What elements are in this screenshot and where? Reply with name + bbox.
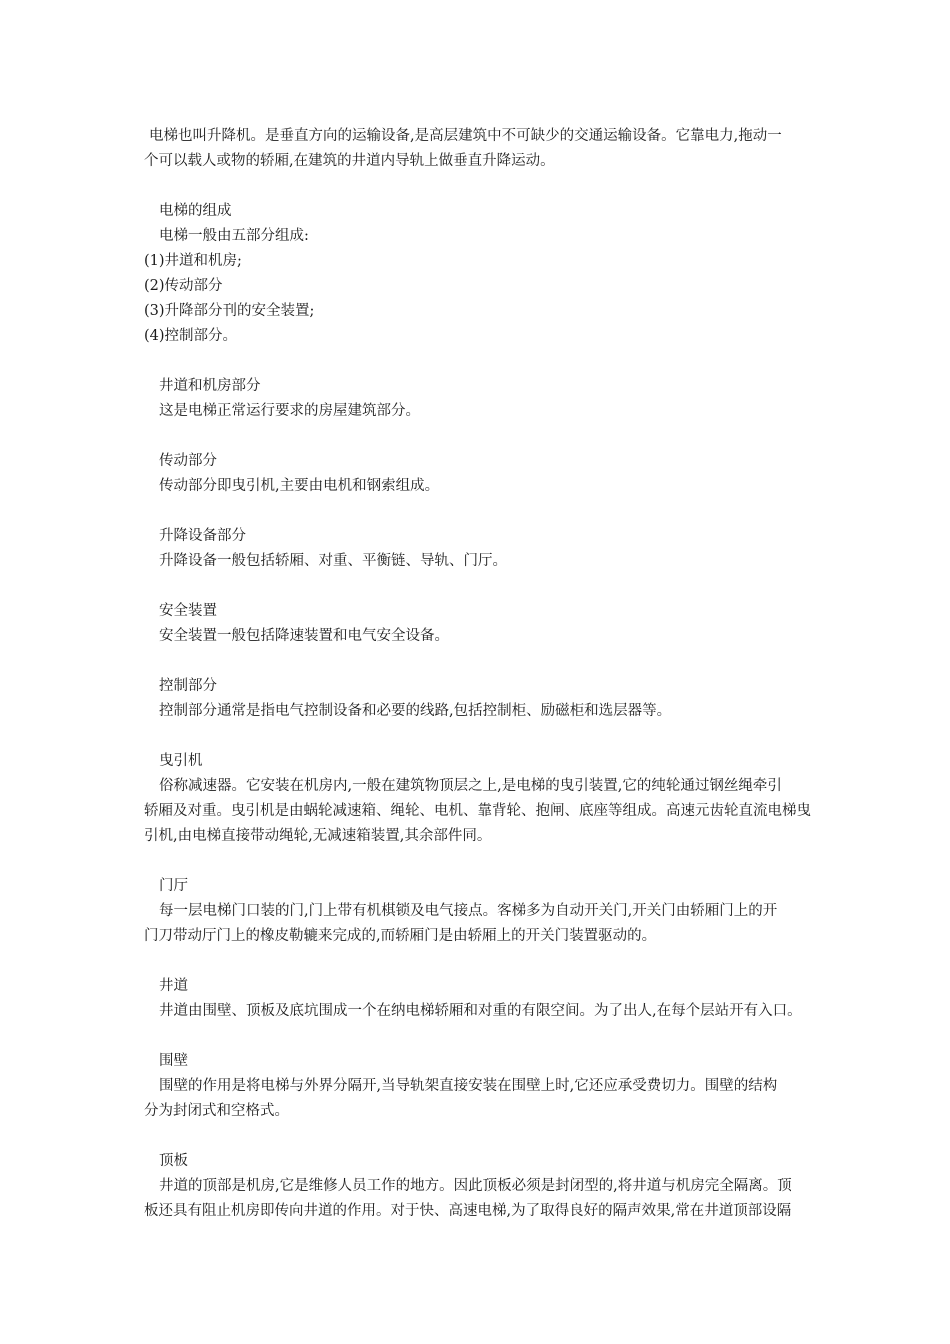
section-heading: 电梯的组成 xyxy=(159,203,232,219)
section-heading: 曳引机 xyxy=(159,753,203,769)
section-text: 分为封闭式和空格式。 xyxy=(144,1103,289,1119)
section-heading: 安全装置 xyxy=(159,603,217,619)
intro-line: 个可以载人或物的轿厢,在建筑的井道内导轨上做垂直升降运动。 xyxy=(144,153,555,169)
section-text: 井道由围壁、顶板及底坑围成一个在纳电梯轿厢和对重的有限空间。为了出人,在每个层站开有入口。 xyxy=(159,1003,802,1019)
section-heading: 控制部分 xyxy=(159,678,217,694)
section-traction-machine xyxy=(144,749,824,849)
list-item: (1)井道和机房; xyxy=(144,253,242,269)
section-heading: 升降设备部分 xyxy=(159,528,246,544)
section-heading: 围壁 xyxy=(159,1053,188,1069)
paragraph-gap xyxy=(144,1024,824,1049)
intro-paragraph xyxy=(144,124,824,174)
section-text: 俗称减速器。它安装在机房内,一般在建筑物顶层之上,是电梯的曳引装置,它的纯轮通过钢丝绳牵引 xyxy=(159,778,782,794)
section-heading: 顶板 xyxy=(159,1153,188,1169)
section-heading: 井道和机房部分 xyxy=(159,378,261,394)
section-top-slab xyxy=(144,1149,824,1224)
section-lifting-equipment xyxy=(144,524,824,574)
section-heading: 门厅 xyxy=(159,878,188,894)
section-text: 轿厢及对重。曳引机是由蜗轮减速箱、绳轮、电机、靠背轮、抱闸、底座等组成。高速元齿轮直流电梯曳 xyxy=(144,803,811,819)
section-shaft xyxy=(144,974,824,1024)
intro-line: 电梯也叫升降机。是垂直方向的运输设备,是高层建筑中不可缺少的交通运输设备。它靠电力,拖动一 xyxy=(149,128,782,144)
section-transmission xyxy=(144,449,824,499)
composition-summary: 电梯一般由五部分组成: xyxy=(159,228,309,244)
paragraph-gap xyxy=(144,949,824,974)
paragraph-gap xyxy=(144,649,824,674)
section-text: 围壁的作用是将电梯与外界分隔开,当导轨架直接安装在围壁上时,它还应承受费切力。围壁的结构 xyxy=(159,1078,778,1094)
document-body xyxy=(144,124,824,1224)
paragraph-gap xyxy=(144,724,824,749)
section-text: 门刀带动厅门上的橡皮勒辘来完成的,而轿厢门是由轿厢上的开关门装置驱动的。 xyxy=(144,928,657,944)
paragraph-gap xyxy=(144,574,824,599)
paragraph-gap xyxy=(144,174,824,199)
composition-section xyxy=(144,199,824,349)
section-heading: 井道 xyxy=(159,978,188,994)
section-text: 安全装置一般包括降速装置和电气安全设备。 xyxy=(159,628,449,644)
list-item: (2)传动部分 xyxy=(144,278,223,294)
section-hall-door xyxy=(144,874,824,949)
section-shaft-machine-room xyxy=(144,374,824,424)
paragraph-gap xyxy=(144,424,824,449)
section-text: 引机,由电梯直接带动绳轮,无减速箱装置,其余部件同。 xyxy=(144,828,492,844)
section-control xyxy=(144,674,824,724)
section-text: 板还具有阻止机房即传向井道的作用。对于快、高速电梯,为了取得良好的隔声效果,常在井道顶部设隔 xyxy=(144,1203,792,1219)
section-text: 井道的顶部是机房,它是维修人员工作的地方。因此顶板必须是封闭型的,将井道与机房完全隔离。顶 xyxy=(159,1178,792,1194)
section-text: 控制部分通常是指电气控制设备和必要的线路,包括控制柜、励磁柜和选层器等。 xyxy=(159,703,672,719)
section-text: 每一层电梯门口装的门,门上带有机棋锁及电气接点。客梯多为自动开关门,开关门由轿厢门上的开 xyxy=(159,903,778,919)
section-text: 升降设备一般包括轿厢、对重、平衡链、导轨、门厅。 xyxy=(159,553,507,569)
section-safety-devices xyxy=(144,599,824,649)
paragraph-gap xyxy=(144,499,824,524)
paragraph-gap xyxy=(144,1124,824,1149)
paragraph-gap xyxy=(144,849,824,874)
section-enclosure-wall xyxy=(144,1049,824,1124)
section-text: 传动部分即曳引机,主要由电机和钢索组成。 xyxy=(159,478,440,494)
section-text: 这是电梯正常运行要求的房屋建筑部分。 xyxy=(159,403,420,419)
list-item: (3)升降部分刊的安全装置; xyxy=(144,303,315,319)
list-item: (4)控制部分。 xyxy=(144,328,238,344)
paragraph-gap xyxy=(144,349,824,374)
section-heading: 传动部分 xyxy=(159,453,217,469)
